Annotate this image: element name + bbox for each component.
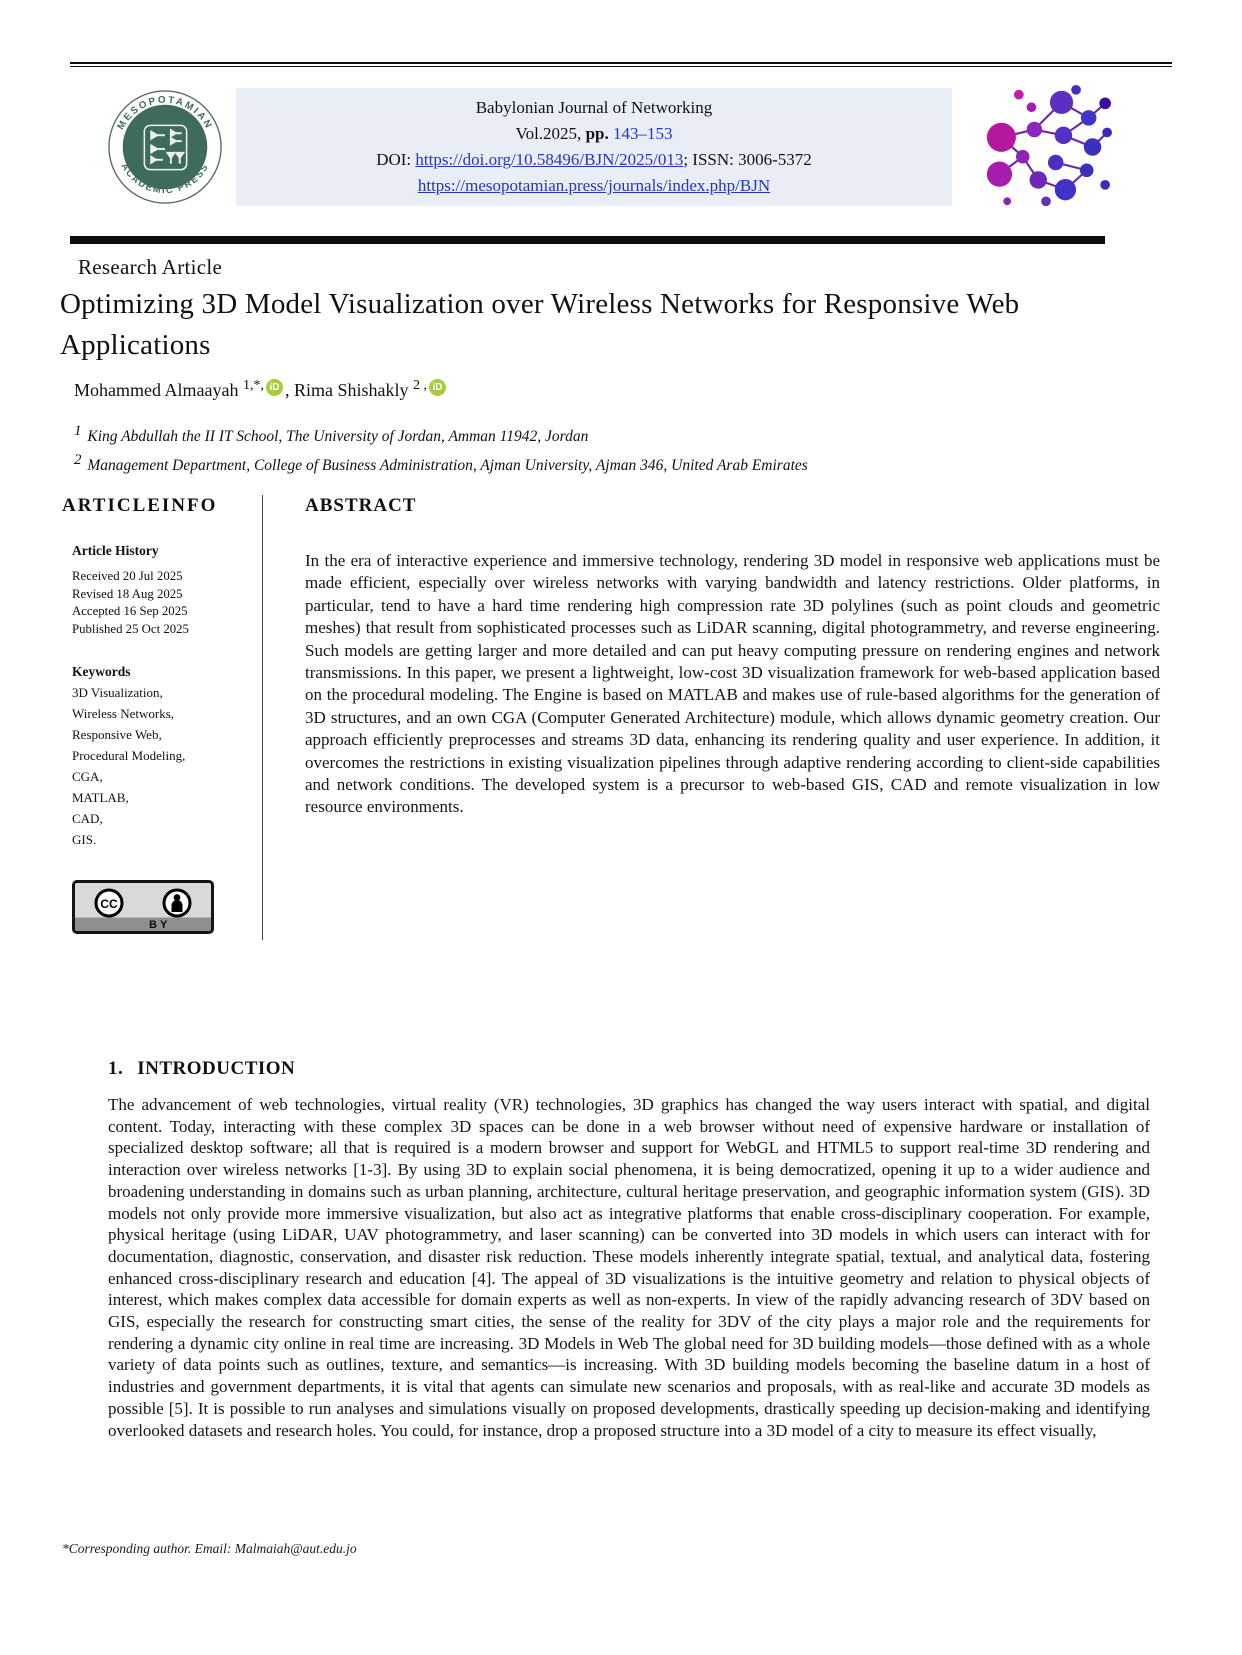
history-item: Published 25 Oct 2025 (72, 621, 189, 636)
keyword-item: GIS. (72, 832, 97, 847)
section-title: INTRODUCTION (137, 1058, 296, 1079)
publisher-logo (106, 88, 224, 206)
orcid-icon[interactable]: iD (266, 379, 283, 396)
keyword-item: Responsive Web, (72, 727, 162, 742)
page-range: 143–153 (608, 124, 673, 143)
creative-commons-icon (93, 887, 125, 919)
column-divider (262, 495, 263, 940)
journal-site-line (236, 173, 952, 199)
journal-cover-art (977, 83, 1115, 211)
author-1-superscript: 1,*, (242, 378, 264, 393)
corresponding-author-footnote: *Corresponding author. Email: Malmaiah@aut.edu.jo (62, 1541, 357, 1556)
abstract-heading: ABSTRACT (305, 495, 417, 516)
keywords-list (72, 682, 262, 850)
header-thick-rule (70, 236, 1105, 244)
network-dots-icon (977, 83, 1115, 211)
journal-name: Babylonian Journal of Networking (475, 98, 713, 117)
affiliation-1 (74, 423, 1172, 446)
license-by-label: BY (149, 919, 171, 931)
journal-doi-line (236, 147, 952, 173)
affiliation-2 (74, 452, 1172, 475)
cc-by-license-badge[interactable] (72, 880, 214, 934)
affiliations (74, 423, 1172, 475)
author-2-name: Rima Shishakly (293, 380, 413, 400)
issn-text: ; ISSN: 3006-5372 (683, 150, 812, 169)
article-history-heading: Article History (72, 543, 159, 558)
author-1-name: Mohammed Almaayah (74, 380, 243, 400)
logo-top-text: MESOPOTAMIAN (115, 94, 215, 132)
journal-info-box (236, 88, 952, 206)
article-history-list (72, 568, 262, 638)
doi-label: DOI: (376, 150, 416, 169)
introduction-section (108, 1058, 1150, 1441)
affiliation-1-number: 1 (74, 423, 82, 439)
keyword-item: CGA, (72, 769, 103, 784)
author-separator: , (284, 380, 294, 400)
keyword-item: Procedural Modeling, (72, 748, 186, 763)
keyword-item: Wireless Networks, (72, 706, 175, 721)
introduction-heading (108, 1058, 1150, 1080)
section-number: 1. (108, 1058, 124, 1079)
abstract-column (305, 495, 1160, 940)
author-2-superscript: 2 , (412, 378, 427, 393)
journal-volume-line (236, 121, 952, 147)
volume-text: Vol.2025, (515, 124, 586, 143)
history-item: Received 20 Jul 2025 (72, 569, 183, 583)
pp-label: pp. (585, 124, 609, 143)
keywords-heading: Keywords (72, 664, 131, 679)
article-info-column (62, 495, 262, 940)
doi-link[interactable]: https://doi.org/10.58496/BJN/2025/013 (415, 150, 684, 169)
paper-title: Optimizing 3D Model Visualization over Wireless Networks for Responsive Web Applications (60, 288, 1020, 361)
info-abstract-columns (62, 495, 1160, 940)
keyword-item: MATLAB, (72, 790, 129, 805)
affiliation-1-text: King Abdullah the II IT School, The University of Jordan, Amman 11942, Jordan (83, 428, 589, 445)
affiliation-2-number: 2 (74, 452, 82, 468)
logo-bottom-text: ACADEMIC PRESS (119, 161, 211, 196)
introduction-text: The advancement of web technologies, virtual reality (VR) technologies, 3D graphics has changed the way users interact with spatial, and digital content. Today, interacting with these complex 3D spaces can be done in a web browser without need of expensive hardware or installation of specialized desktop software; all that is required is a modern browser and support for WebGL and HTML5 to support real-time 3D rendering and interaction over wireless networks [1-3]. By using 3D to explain social phenomena, it is being democratized, opening it up to a wider audience and broadening understanding in domains such as urban planning, architecture, cultural heritage preservation, and geographic information system (GIS). 3D models not only provide more immersive visualization, but also act as integrative platforms that enable cross-disciplinary cooperation. For example, physical heritage (using LiDAR, UAV photogrammetry, and laser scanning) can be converted into 3D models in which users can interact with for documentation, diagnostic, conservation, and disaster risk reduction. These models inherently integrate spatial, textual, and analytical data, fostering enhanced cross-disciplinary research and education [4]. The appeal of 3D visualizations is the intuitive geometry and relation to physical objects of interest, which makes complex data accessible for domain experts as well as non-experts. In view of the rapidly advancing research of 3DV based on GIS, especially the research for constructing smart cities, the sense of the reality for 3DV of the city plays a major role and the requirements for rendering a dynamic city online in real time are increasing. 3D Models in Web The global need for 3D building models—those defined with as a whole variety of data points such as outlines, texture, and semantics—is increasing. With 3D building models becoming the baseline datum in a host of industries and government departments, it is vital that agents can simulate new scenarios and proposals, with as real-like and accurate 3D models as possible [5]. It is possible to run analyses and simulations visually on proposed developments, drastically speeding up decision-making and identifying overlooked datasets and research holes. You could, for instance, drop a proposed structure into a 3D model of a city to measure its effect visually, (108, 1095, 1150, 1440)
attribution-person-icon (161, 887, 193, 919)
history-item: Accepted 16 Sep 2025 (72, 604, 188, 618)
cc-letters: CC (100, 897, 118, 911)
authors-line (74, 380, 1242, 402)
history-item: Revised 18 Aug 2025 (72, 586, 183, 601)
abstract-text: In the era of interactive experience and immersive technology, rendering 3D model in responsive web applications must be made efficient, especially over wireless networks with varying bandwidth and latency restrictions. Older platforms, in particular, tend to have a hard time rendering high compression rate 3D polylines (such as point clouds and geometric meshes) that result from sophisticated processes such as LiDAR scanning, digital photogrammetry, and reverse engineering. Such models are getting larger and more detailed and can put heavy computing pressure on rendering engines and network transmissions. In this paper, we present a lightweight, low-cost 3D visualization framework for web-based application based on the procedural modeling. The Engine is based on MATLAB and makes use of rule-based algorithms for the generation of 3D structures, and an own CGA (Computer Generated Architecture) module, which allows dynamic geometry creation. Our approach efficiently preprocesses and streams 3D data, enhancing its rendering quality and user experience. In addition, it overcomes the restrictions in existing visualization pipelines through adaptive rendering according to client-side capabilities and network conditions. The developed system is a precursor to web-based GIS, CAD and remote visualization in low resource environments. (305, 551, 1160, 817)
top-double-rule (70, 62, 1172, 67)
keyword-item: CAD, (72, 811, 103, 826)
article-type-label: Research Article (78, 255, 223, 279)
orcid-icon[interactable]: iD (429, 379, 446, 396)
mesopotamian-press-logo-icon (106, 88, 224, 206)
keyword-item: 3D Visualization, (72, 685, 163, 700)
journal-header (70, 83, 1172, 211)
affiliation-2-text: Management Department, College of Business Administration, Ajman University, Ajman 346, United Arab Emirates (83, 457, 808, 474)
journal-site-link[interactable]: https://mesopotamian.press/journals/index.php/BJN (417, 176, 771, 195)
article-info-heading: ARTICLEINFO (62, 495, 218, 516)
